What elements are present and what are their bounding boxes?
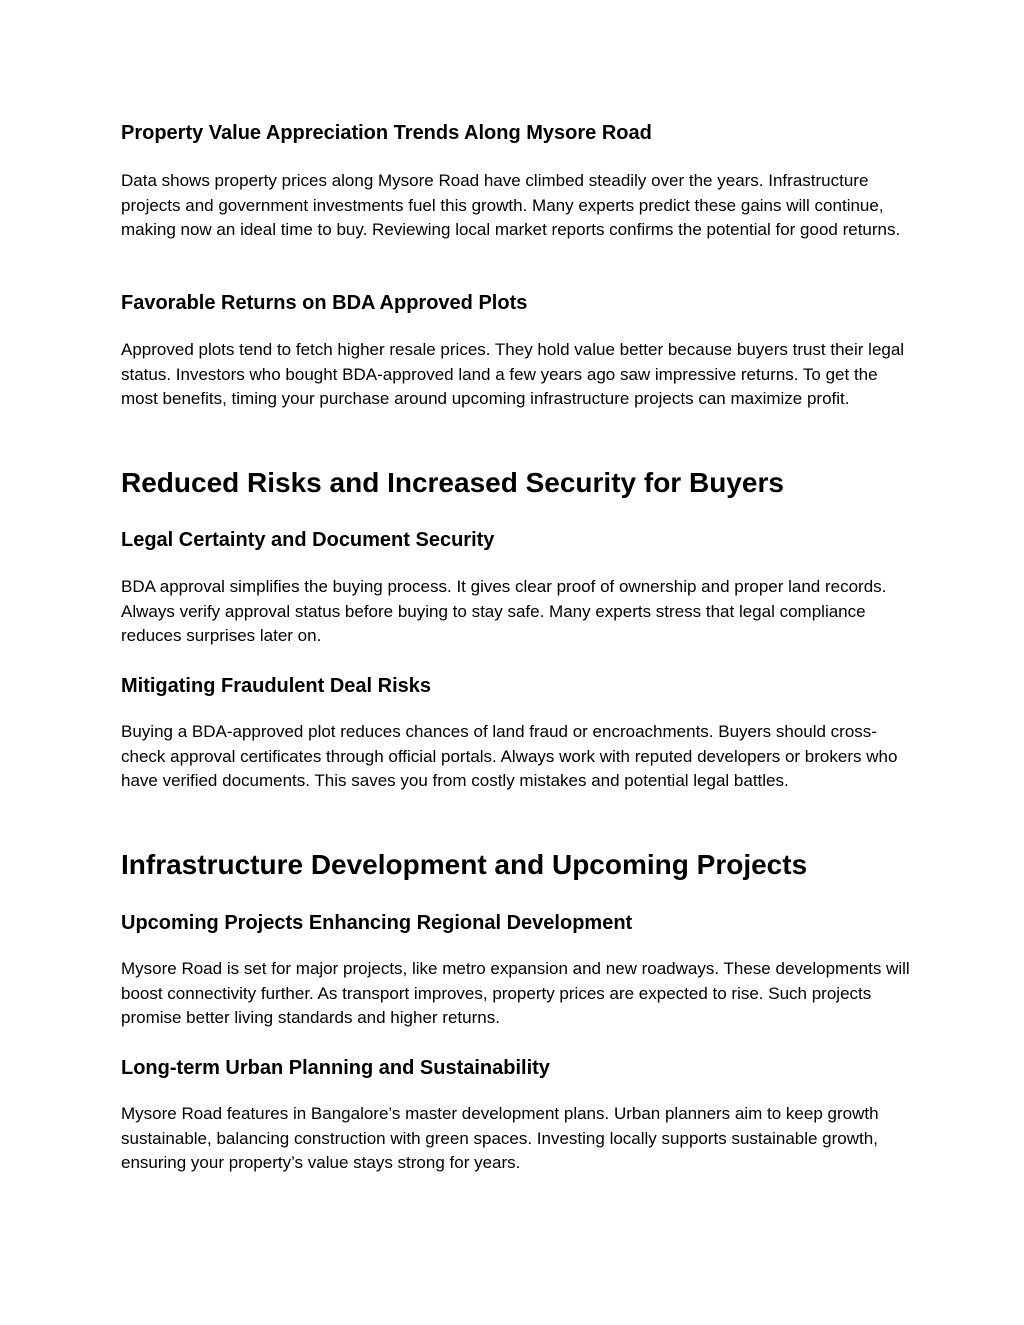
paragraph-favorable-returns: Approved plots tend to fetch higher resale prices. They hold value better because buyers trust their legal status. Investors who bought BDA-approved land a few years ago saw impressive returns. To get the most benefits, timing your purchase around upcoming infrastructure projects can maximize profit. (121, 340, 905, 408)
chapter-heading-reduced-risks: Reduced Risks and Increased Security for Buyers (121, 467, 784, 498)
paragraph-legal-certainty: BDA approval simplifies the buying process. It gives clear proof of ownership and proper land records. Always verify approval status before buying to stay safe. Many experts stress that legal compliance reduces surprises later on. (121, 577, 887, 645)
paragraph-mitigating-fraud: Buying a BDA-approved plot reduces chances of land fraud or encroachments. Buyers should cross-check approval certificates through official portals. Always work with reputed developers or brokers who have verified documents. This saves you from costly mistakes and potential legal battles. (121, 722, 898, 790)
paragraph-urban-planning: Mysore Road features in Bangalore’s master development plans. Urban planners aim to keep growth sustainable, balancing construction with green spaces. Investing locally supports sustainable growth, ensuring your property’s value stays strong for years. (121, 1104, 879, 1172)
section-heading-mitigating-fraud: Mitigating Fraudulent Deal Risks (121, 675, 432, 697)
paragraph-upcoming-projects: Mysore Road is set for major projects, like metro expansion and new roadways. These developments will boost connectivity further. As transport improves, property prices are expected to rise. Such projects promise better living standards and higher returns. (121, 959, 910, 1027)
paragraph-property-value-appreciation: Data shows property prices along Mysore Road have climbed steadily over the years. Infrastructure projects and government investments fuel this growth. Many experts predict these gains will continue, making now an ideal time to buy. Reviewing local market reports confirms the potential for good returns. (121, 171, 901, 239)
section-heading-favorable-returns: Favorable Returns on BDA Approved Plots (121, 292, 528, 314)
section-heading-property-value-appreciation: Property Value Appreciation Trends Along Mysore Road (121, 122, 652, 144)
section-heading-legal-certainty: Legal Certainty and Document Security (121, 529, 495, 551)
section-heading-upcoming-projects: Upcoming Projects Enhancing Regional Development (121, 912, 633, 934)
chapter-heading-infrastructure-development: Infrastructure Development and Upcoming Projects (121, 849, 808, 880)
section-heading-urban-planning: Long-term Urban Planning and Sustainability (121, 1057, 550, 1079)
